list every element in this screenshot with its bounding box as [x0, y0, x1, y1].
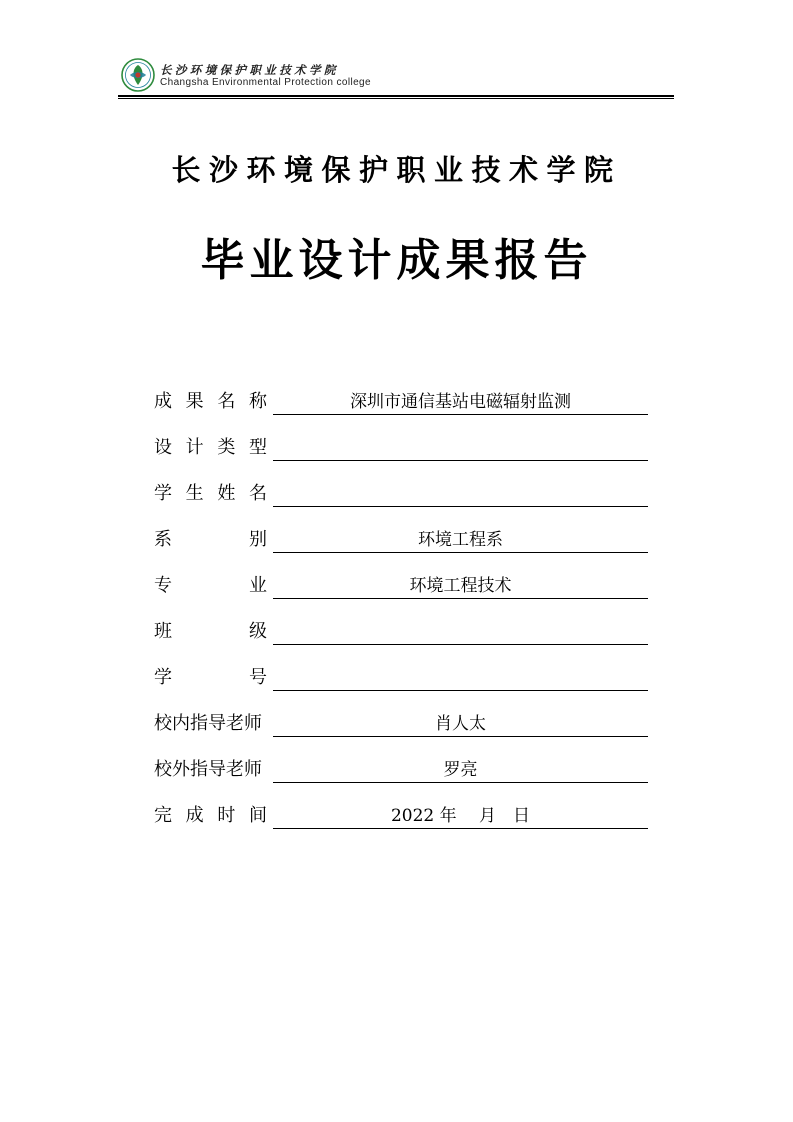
- form-label-char: 专: [154, 575, 172, 596]
- page-header: [118, 54, 674, 98]
- form-label-char: 时: [217, 805, 236, 826]
- form-row: [154, 664, 648, 710]
- form-label: [154, 528, 267, 552]
- school-emblem-icon: [121, 58, 155, 92]
- form-label-char: 班: [154, 621, 172, 642]
- form-label: [154, 666, 267, 690]
- form-label-char: 学: [154, 667, 172, 688]
- form-underline: [273, 460, 648, 461]
- form-label: [154, 712, 267, 736]
- form-label: [154, 482, 267, 506]
- form-value: [273, 436, 648, 460]
- form-value: 深圳市通信基站电磁辐射监测: [350, 392, 571, 412]
- header-divider-thin: [118, 98, 674, 99]
- form-underline: [273, 690, 648, 691]
- form-label: [154, 390, 267, 414]
- form-underline: [273, 782, 648, 783]
- form-row: [154, 480, 648, 526]
- form-underline: [273, 644, 648, 645]
- form-label-char: 设: [154, 437, 172, 458]
- form-label-char: 类: [217, 437, 236, 458]
- form-label-char: 型: [248, 437, 267, 458]
- form-label-char: 学: [154, 483, 172, 504]
- form-label: [154, 620, 267, 644]
- form-row: [154, 756, 648, 802]
- form-value: 环境工程技术: [409, 576, 512, 596]
- form-value: 肖人太: [435, 714, 486, 734]
- report-title: 毕业设计成果报告: [200, 235, 593, 286]
- form-row: [154, 388, 648, 434]
- form-underline: [273, 552, 648, 553]
- form-row: [154, 572, 648, 618]
- form-value: 2022 年 月 日: [390, 806, 531, 826]
- form-row: [154, 710, 648, 756]
- form-label-char: 级: [249, 621, 267, 642]
- header-divider-thick: [118, 95, 674, 97]
- form-label-char: 别: [249, 529, 267, 550]
- form-label-char: 校内指导老师: [154, 713, 262, 734]
- form-label: [154, 436, 267, 460]
- form-label-char: 完: [154, 805, 172, 826]
- form-label-char: 校外指导老师: [154, 759, 262, 780]
- form-underline: [273, 828, 648, 829]
- form-label-char: 果: [185, 391, 204, 412]
- form-label-char: 名: [248, 483, 267, 504]
- form-value: [273, 620, 648, 644]
- header-school-name-cn: 长沙环境保护职业技术学院: [160, 63, 339, 77]
- form-label-char: 业: [249, 575, 267, 596]
- cover-info-form: [154, 388, 648, 848]
- form-row: [154, 802, 648, 848]
- form-underline: [273, 506, 648, 507]
- form-label-char: 名: [217, 391, 236, 412]
- form-label: [154, 804, 267, 828]
- form-label-char: 系: [154, 529, 172, 550]
- header-school-name-en: Changsha Environmental Protection college: [160, 77, 371, 88]
- form-label-char: 成: [154, 391, 172, 412]
- form-underline: [273, 736, 648, 737]
- form-label-char: 称: [248, 391, 267, 412]
- form-label-char: 号: [249, 667, 267, 688]
- school-title: 长沙环境保护职业技术学院: [171, 153, 622, 187]
- form-row: [154, 434, 648, 480]
- form-label-char: 姓: [217, 483, 236, 504]
- form-underline: [273, 598, 648, 599]
- form-label: [154, 758, 267, 782]
- form-underline: [273, 414, 648, 415]
- form-row: [154, 526, 648, 572]
- form-value: [273, 482, 648, 506]
- form-label-char: 生: [185, 483, 204, 504]
- form-label-char: 计: [185, 437, 204, 458]
- form-row: [154, 618, 648, 664]
- form-label-char: 成: [185, 805, 204, 826]
- form-value: 环境工程系: [418, 530, 503, 550]
- form-value: 罗亮: [443, 760, 478, 780]
- form-label: [154, 574, 267, 598]
- form-value: [273, 666, 648, 690]
- form-label-char: 间: [248, 805, 267, 826]
